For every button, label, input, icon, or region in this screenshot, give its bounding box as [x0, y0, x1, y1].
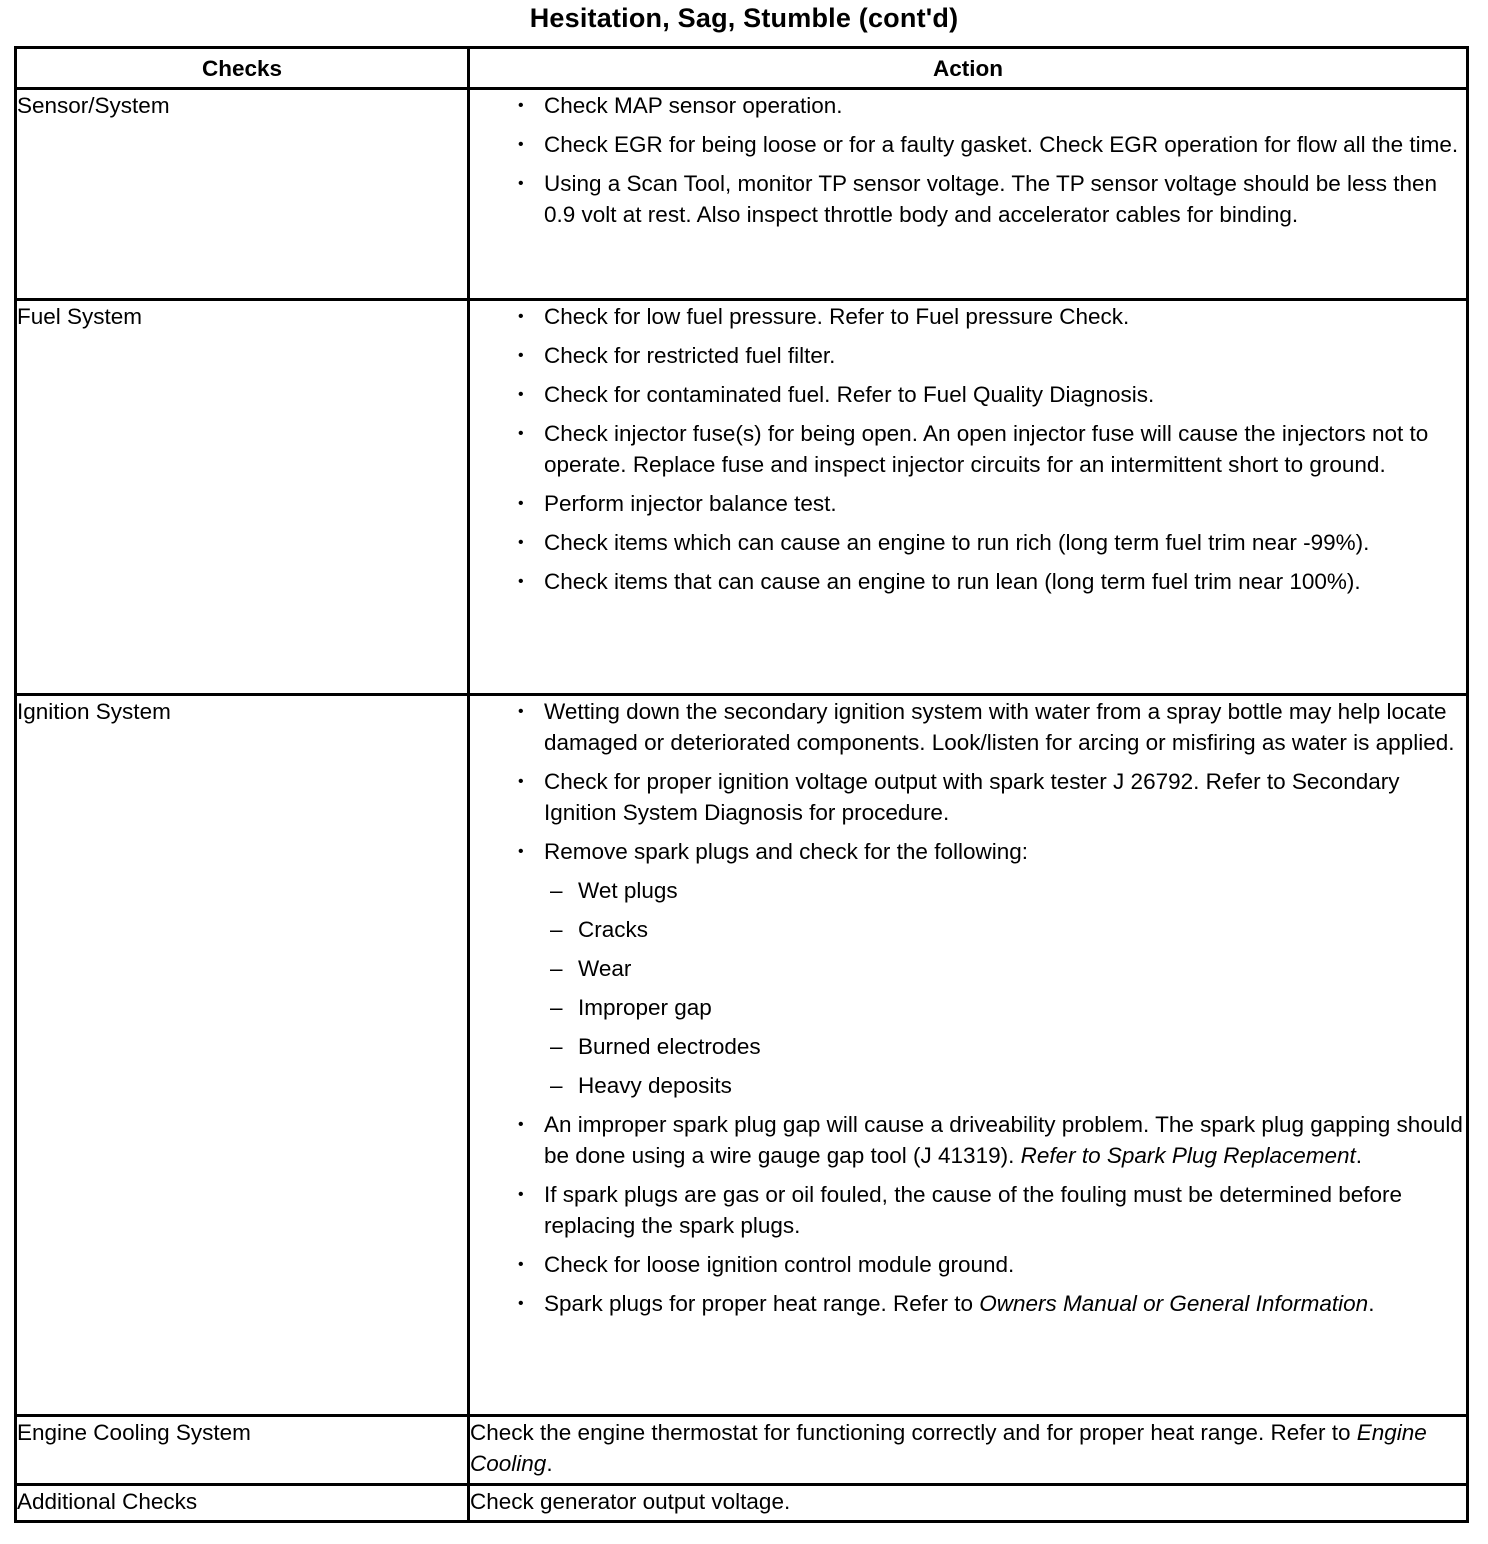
reference-link-text: Engine Cooling: [470, 1420, 1427, 1476]
action-item: • Check MAP sensor operation.: [518, 90, 1466, 121]
check-cell-additional: Additional Checks: [16, 1485, 469, 1522]
table-row: [16, 1416, 1468, 1485]
sub-list-item: – Burned electrodes: [550, 1031, 1466, 1062]
sub-list-item: – Wear: [550, 953, 1466, 984]
punctuation: .: [1355, 1143, 1363, 1168]
column-header-checks: Checks: [16, 48, 469, 89]
action-item: • Using a Scan Tool, monitor TP sensor voltage. The TP sensor voltage should be less then 0.9 volt at rest. Also inspect throttle body and accelerator cables for binding.: [518, 168, 1466, 230]
action-text: Check the engine thermostat for functioning correctly and for proper heat range. Refer to: [470, 1420, 1351, 1445]
check-cell-engine-cooling: Engine Cooling System: [16, 1416, 469, 1485]
action-item-text: An improper spark plug gap will cause a driveability problem. The spark plug gapping should be done using a wire gauge gap tool (J 41319).: [544, 1112, 1463, 1168]
action-item-remove-plugs: [518, 836, 1466, 1101]
punctuation: .: [1368, 1291, 1375, 1316]
table-row: [16, 1485, 1468, 1522]
table-row: [16, 300, 1468, 695]
action-item-text: Spark plugs for proper heat range. Refer to: [544, 1291, 973, 1316]
action-item-heat-range: [518, 1288, 1466, 1319]
action-cell-engine-cooling: [469, 1416, 1468, 1485]
check-cell-fuel-system: Fuel System: [16, 300, 469, 695]
sub-list-item: – Wet plugs: [550, 875, 1466, 906]
action-item: • Check for contaminated fuel. Refer to Fuel Quality Diagnosis.: [518, 379, 1466, 410]
reference-link-text: Refer to Spark Plug Replacement: [1020, 1143, 1356, 1168]
checks-table: [14, 46, 1469, 1523]
action-item: • Check EGR for being loose or for a faulty gasket. Check EGR operation for flow all the time.: [518, 129, 1466, 160]
spark-plug-condition-list: [544, 875, 1466, 1101]
check-cell-sensor-system: Sensor/System: [16, 89, 469, 300]
action-item: • Check for loose ignition control module ground.: [518, 1249, 1466, 1280]
action-cell-sensor-system: [469, 89, 1468, 300]
sub-list-item: – Heavy deposits: [550, 1070, 1466, 1101]
sub-list-item: – Improper gap: [550, 992, 1466, 1023]
page-title: Hesitation, Sag, Stumble (cont'd): [529, 3, 959, 33]
action-cell-additional: Check generator output voltage.: [469, 1485, 1468, 1522]
action-item: • Check for low fuel pressure. Refer to Fuel pressure Check.: [518, 301, 1466, 332]
action-list: [470, 301, 1466, 597]
table-row: [16, 695, 1468, 1416]
action-item: • Check for proper ignition voltage output with spark tester J 26792. Refer to Secondary Ignition System Diagnosis for procedure.: [518, 766, 1466, 828]
check-cell-ignition-system: Ignition System: [16, 695, 469, 1416]
table-row: [16, 89, 1468, 300]
action-item: • Perform injector balance test.: [518, 488, 1466, 519]
action-item: • If spark plugs are gas or oil fouled, the cause of the fouling must be determined before replacing the spark plugs.: [518, 1179, 1466, 1241]
action-item: • Check for restricted fuel filter.: [518, 340, 1466, 371]
action-item: • Check items that can cause an engine to run lean (long term fuel trim near 100%).: [518, 566, 1466, 597]
sub-list-item: – Cracks: [550, 914, 1466, 945]
action-item: • Check items which can cause an engine to run rich (long term fuel trim near -99%).: [518, 527, 1466, 558]
action-item-plug-gap: [518, 1109, 1466, 1171]
action-cell-ignition-system: [469, 695, 1468, 1416]
action-list: [470, 90, 1466, 230]
punctuation: .: [546, 1451, 553, 1476]
column-header-action: Action: [469, 48, 1468, 89]
action-cell-fuel-system: [469, 300, 1468, 695]
action-item-text: Remove spark plugs and check for the following:: [544, 839, 1029, 864]
action-item: • Wetting down the secondary ignition system with water from a spray bottle may help locate damaged or deteriorated components. Look/listen for arcing or misfiring as water is applied.: [518, 696, 1466, 758]
action-item: • Check injector fuse(s) for being open. An open injector fuse will cause the injectors not to operate. Replace fuse and inspect injector circuits for an intermittent short to ground.: [518, 418, 1466, 480]
action-list: [470, 696, 1466, 1319]
table-header-row: [16, 48, 1468, 89]
reference-link-text: Owners Manual or General Information: [979, 1291, 1369, 1316]
